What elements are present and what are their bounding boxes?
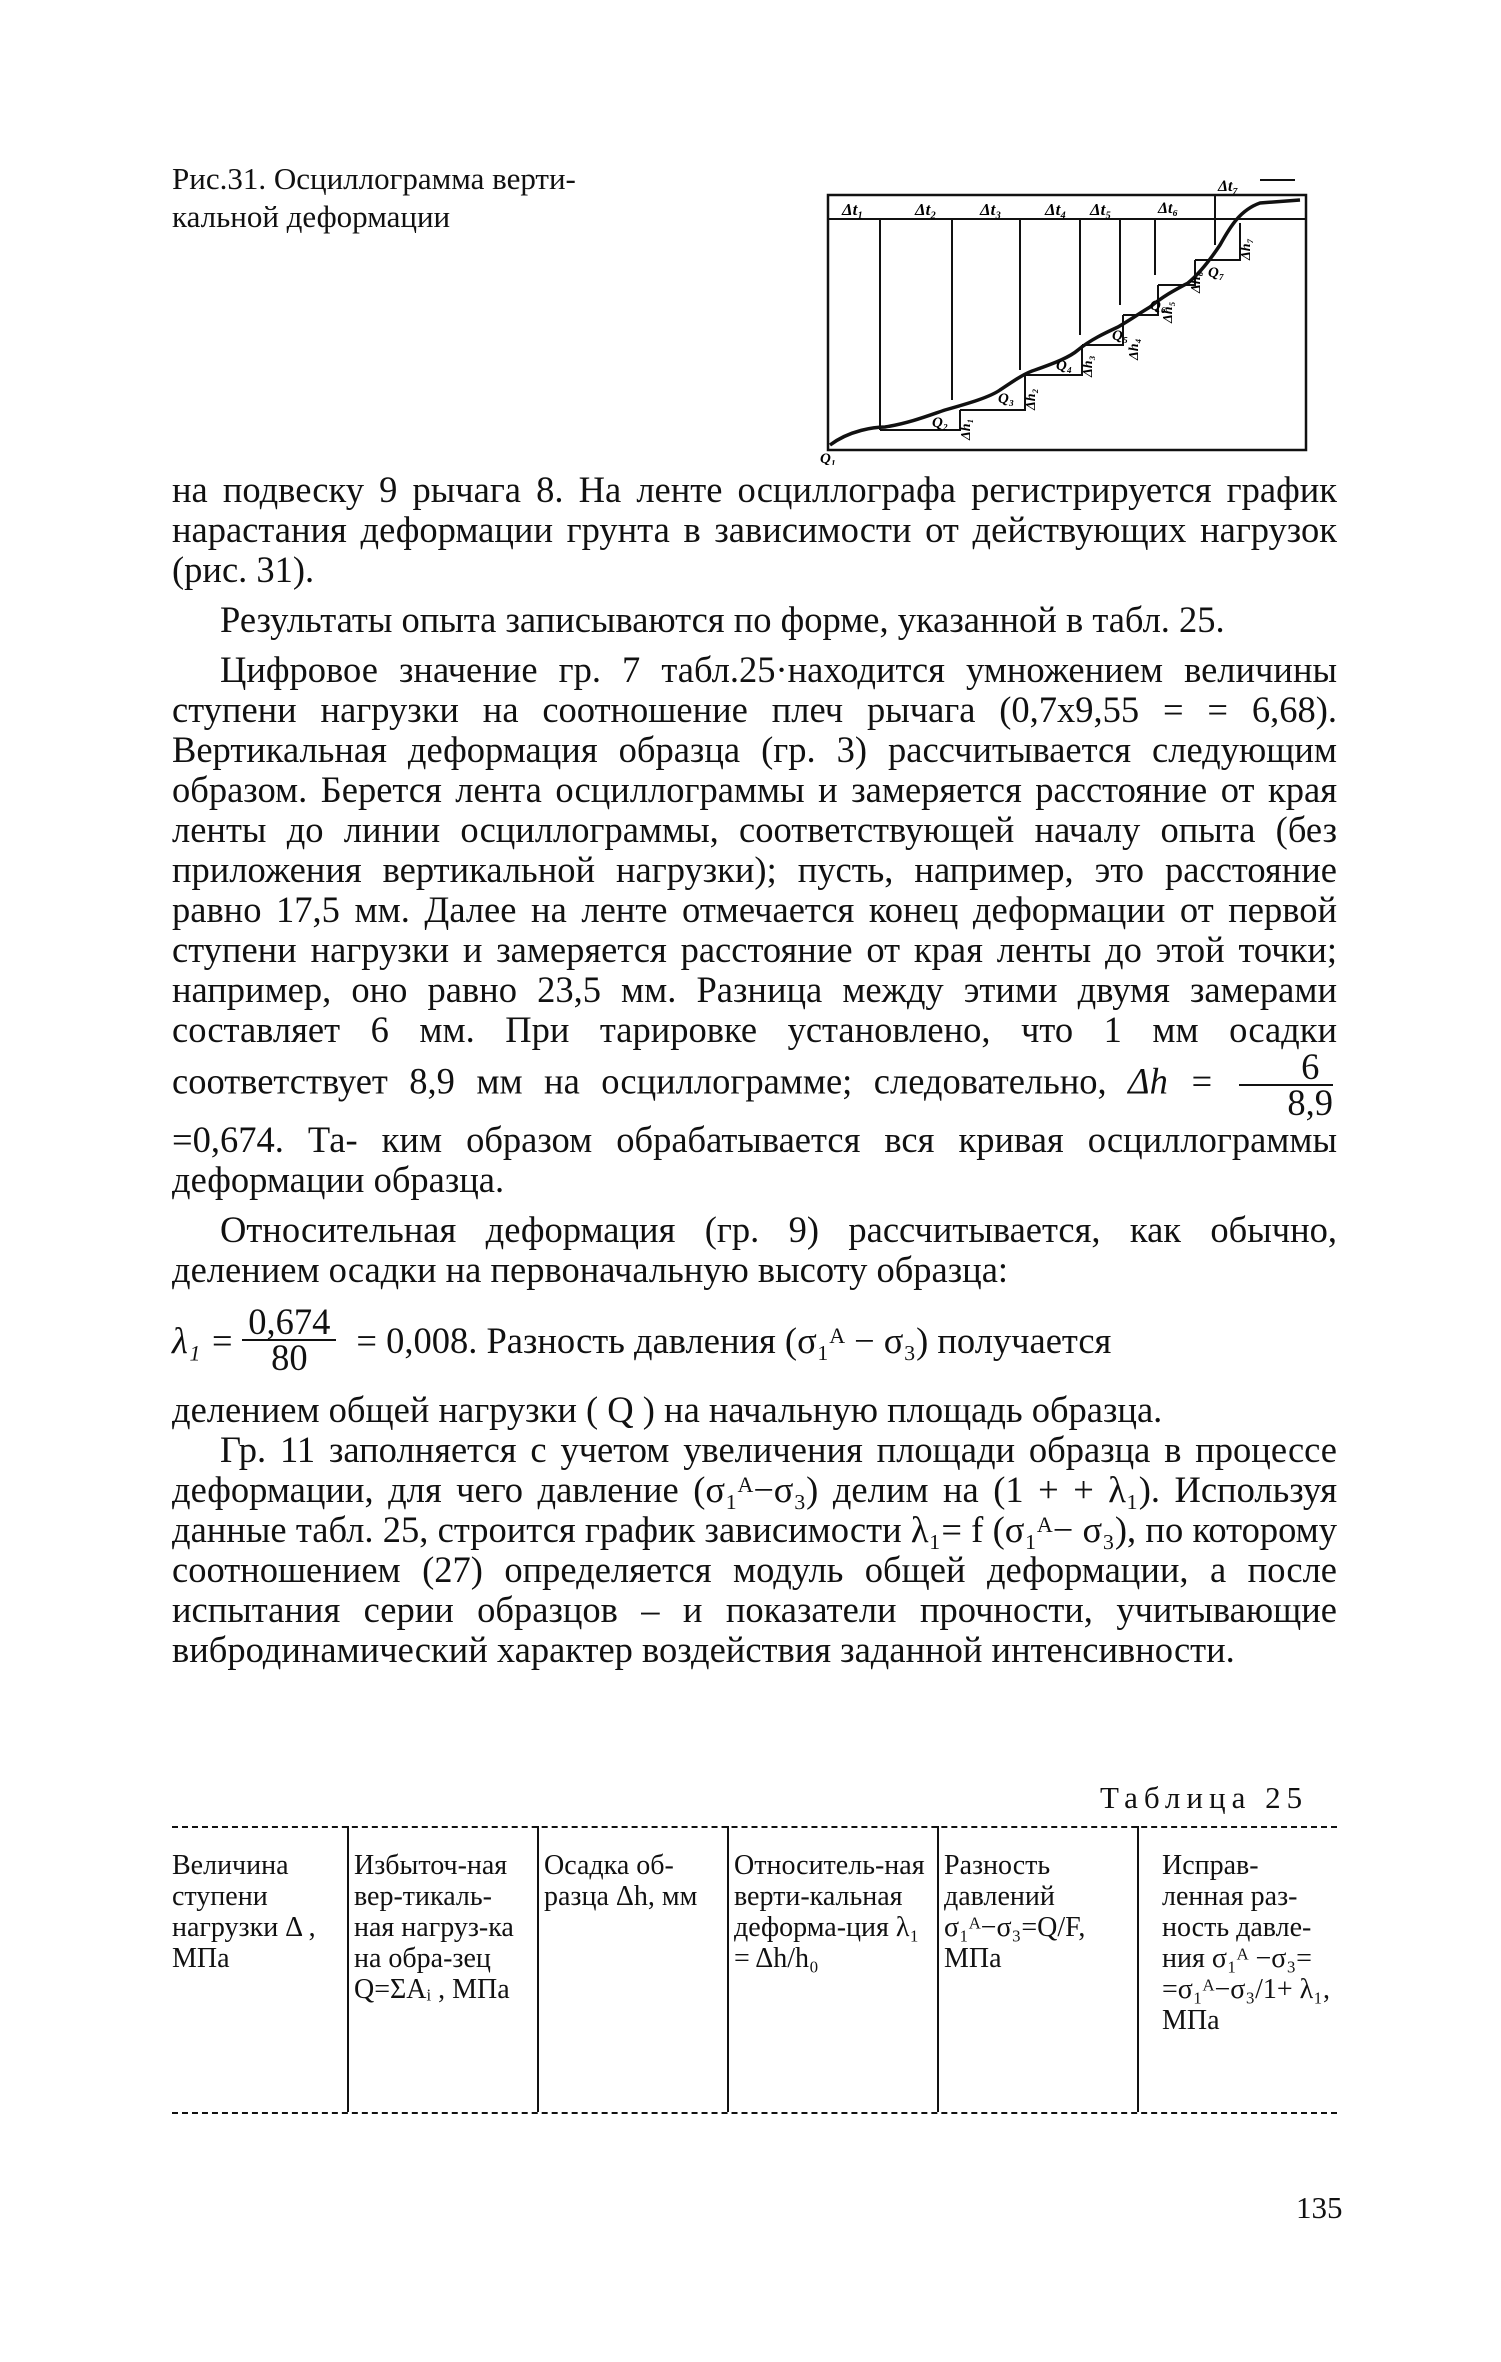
q-label: Q₃ [998, 391, 1015, 407]
table-bottom-rule [172, 2112, 1337, 2114]
q-label: Q₆ [1150, 298, 1167, 314]
paragraph-5: делением общей нагрузки ( Q ) на начальную площадь образца. [172, 1389, 1163, 1430]
dh-label: Δh₅ [1161, 301, 1176, 323]
table-header-cell: Разность давлений σ₁ᴬ−σ₃=Q/F, МПа [944, 1850, 1086, 1974]
step-lines [880, 223, 1240, 430]
paragraph-3-end: ким образом обрабатывается вся кривая осциллограммы деформации образца. [172, 1119, 1337, 1200]
paragraph-2: Результаты опыта записываются по форме, указанной в табл. 25. [220, 599, 1225, 640]
q-label: Q₄ [1056, 358, 1073, 374]
dh-label: Δh₄ [1127, 338, 1142, 360]
page-number: 135 [1296, 2190, 1343, 2225]
dt-label: Δt₇ [1218, 178, 1239, 195]
oscillogram-figure [820, 165, 1340, 465]
col-divider [537, 1826, 539, 2112]
dh-label: Δh₆ [1189, 271, 1204, 293]
q-label: Q₇ [1208, 265, 1225, 281]
dt-label: Δt₅ [1090, 200, 1112, 219]
dh-label: Δh₇ [1239, 238, 1254, 260]
dh-label: Δh₃ [1081, 355, 1096, 377]
table-title: Таблица 25 [1100, 1780, 1309, 1815]
dt-label: Δt₆ [1158, 200, 1179, 217]
dt-label: Δt₃ [980, 200, 1002, 219]
oscillogram-svg [820, 165, 1340, 465]
col-divider [727, 1826, 729, 2112]
figure-frame [828, 195, 1306, 450]
figure-caption-text: Рис.31. Осциллограмма верти- кальной деформации [172, 161, 576, 234]
paragraph-6: Гр. 11 заполняется с учетом увеличения площади образца в процессе деформации, для чего давление (σ₁ᴬ−σ₃) делим на (1 + + λ₁). Используя данные табл. 25, строится график зависимости λ₁= f (σ₁ᴬ− σ₃), по которому соотношением (27) определяется модуль общей деформации, а после испытания серии образцов – и показатели прочности, учитывающие вибродинамический характер воздействия заданной интенсивности. [172, 1429, 1337, 1670]
eq1-denominator: 8,9 [1287, 1082, 1333, 1123]
paragraph-3-text: Цифровое значение гр. 7 табл.25·находится умножением величины ступени нагрузки на соотношение плеч рычага (0,7х9,55 = = 6,68). Вертикальная деформация образца (гр. 3) рассчитывается следующим образом. Берется лента осциллограммы и замеряется расстояние от края ленты до линии осциллограммы, соответствующей началу опыта (без приложения вертикальной нагрузки); пусть, например, это расстояние равно 17,5 мм. Далее на ленте отмечается конец деформации от первой ступени нагрузки и замеряется расстояние от края ленты до этой точки; например, оно равно 23,5 мм. Разница между этими двумя замерами составляет 6 мм. При тарировке установлено, что 1 мм осадки соответствует 8,9 мм на осциллограмме; следовательно, [172, 649, 1337, 1102]
eq1-fraction [1239, 1046, 1333, 1123]
dh-label: Δh₂ [1024, 388, 1039, 410]
paragraph-4: Относительная деформация (гр. 9) рассчитывается, как обычно, делением осадки на первоначальную высоту образца: [172, 1209, 1337, 1290]
paragraph-1: на подвеску 9 рычага 8. На ленте осциллографа регистрируется график нарастания деформации грунта в зависимости от действующих нагрузок (рис. 31). [172, 469, 1337, 590]
eq1-rhs: =0,674. Та- [172, 1119, 358, 1160]
eq2-rest: = 0,008. Разность давления (σ₁ᴬ − σ₃) получается [356, 1319, 1112, 1361]
table-header-cell: Исправ-ленная раз-ность давле-ния σ₁ᴬ −σ₃= =σ₁ᴬ−σ₃/1+ λ₁, МПа [1162, 1850, 1331, 2036]
eq2-fraction [242, 1301, 336, 1378]
table-header-cell: Относитель-ная верти-кальная деформа-ция λ₁ = Δh/h₀ [734, 1850, 925, 1974]
q-label: Q₂ [932, 415, 949, 431]
q-label: Q₅ [1112, 328, 1129, 344]
eq2-denominator: 80 [271, 1337, 308, 1378]
col-divider [937, 1826, 939, 2112]
dt-label: Δt₄ [1045, 200, 1067, 219]
eq2-lhs: λ₁ = [172, 1319, 235, 1361]
equation-2 [172, 1290, 1337, 1390]
table-header-cell: Величина ступени нагрузки Δ , МПа [172, 1850, 316, 1974]
dt-label: Δt₁ [842, 200, 864, 219]
main-text [172, 470, 1337, 1670]
q-label: Q₁ [820, 451, 837, 465]
figure-caption [172, 160, 692, 236]
table-25 [172, 1818, 1337, 2120]
paragraph-3 [172, 650, 1337, 1200]
table-header-cell: Осадка об-разца Δh, мм [544, 1850, 698, 1912]
eq1-lhs: Δh = [1128, 1060, 1214, 1102]
col-divider [347, 1826, 349, 2112]
oscillogram-curve [830, 200, 1300, 445]
eq2-numerator: 0,674 [242, 1305, 336, 1341]
dh-label: Δh₁ [959, 418, 974, 440]
eq1-numerator: 6 [1239, 1050, 1333, 1086]
dt-label: Δt₂ [915, 200, 937, 219]
table-header-cell: Избыточ-ная вер-тикаль-ная нагруз-ка на обра-зец Q=ΣAᵢ , МПа [354, 1850, 514, 2005]
col-divider [1137, 1826, 1139, 2112]
